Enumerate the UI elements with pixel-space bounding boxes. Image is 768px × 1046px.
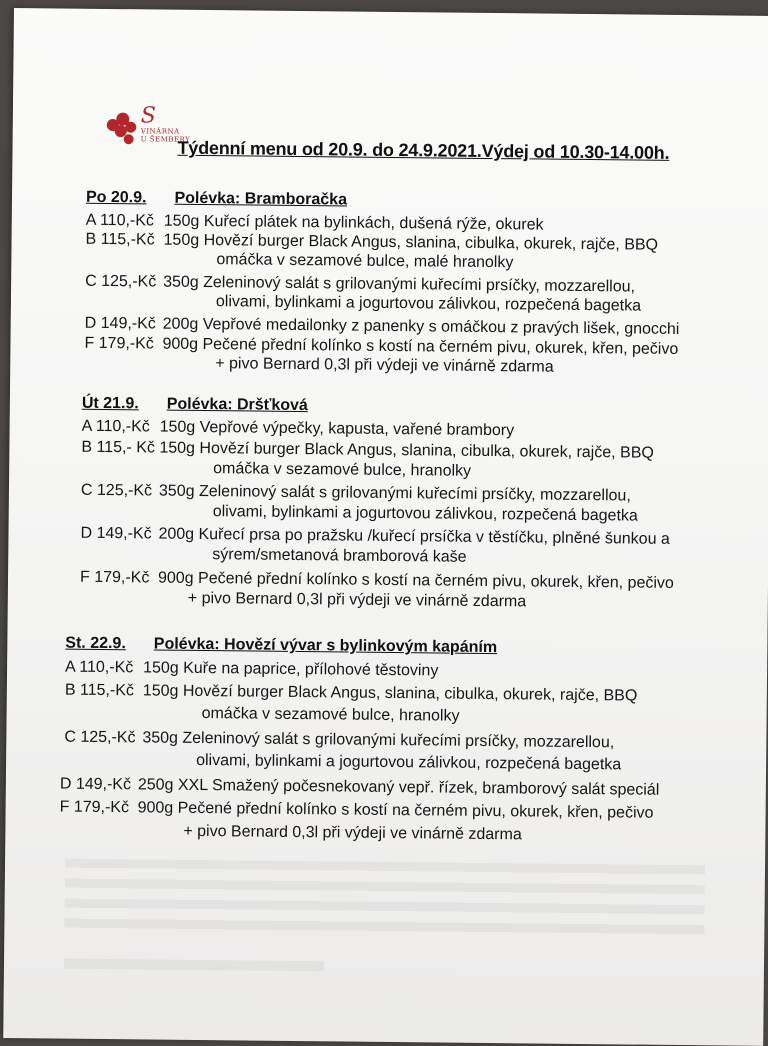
- dish-description: 900g Pečené přední kolínko s kostí na černém pivu, okurek, křen, pečivo: [137, 799, 654, 822]
- menu-item: [65, 659, 438, 681]
- price-code: B 115,- Kč: [81, 438, 156, 457]
- dish-description: 350g Zeleninový salát s grilovanými kuřecími prsíčky, mozzarellou,: [158, 482, 631, 505]
- day-label: Po 20.9.: [85, 188, 147, 207]
- dish-description: 250g XXL Smažený počesnekovaný vepř. řízek, bramborový salát speciál: [137, 776, 660, 799]
- dish-description: 900g Pečené přední kolínko s kostí na černém pivu, okurek, křen, pečivo: [157, 569, 674, 592]
- logo-line-1: VINÁRNA: [140, 127, 180, 136]
- dish-description-continued: omáčka v sezamové bulce, hranolky: [201, 705, 460, 725]
- price-code: B 115,-Kč: [85, 230, 155, 249]
- day-header-monday: [86, 189, 347, 210]
- price-code: D 149,-Kč: [59, 775, 132, 794]
- dish-description-continued: omáčka v sezamové bulce, malé hranolky: [216, 251, 514, 272]
- soup-label: Polévka: Hovězí vývar s bylinkovým kapáním: [153, 635, 498, 657]
- dish-description: 150g Kuřecí plátek na bylinkách, dušená rýže, okurek: [163, 212, 544, 234]
- price-code: A 110,-Kč: [85, 211, 155, 230]
- menu-item: [85, 273, 635, 297]
- price-code: F 179,-Kč: [84, 334, 154, 353]
- day-label: St. 22.9.: [65, 634, 126, 653]
- menu-sheet: [3, 8, 768, 1046]
- dish-description-continued: olivami, bylinkami a jogurtovou zálivkou, rozpečená bagetka: [215, 293, 642, 315]
- dish-description: 200g Kuřecí prsa po pražsku /kuřecí prsíčka v těstíčku, plněné šunkou a: [158, 525, 670, 548]
- price-code: D 149,-Kč: [80, 524, 152, 543]
- price-code: C 125,-Kč: [64, 728, 136, 747]
- price-code: A 110,-Kč: [65, 658, 134, 677]
- page-title: Týdenní menu od 20.9. do 24.9.2021.Výdej od 10.30-14.00h.: [177, 137, 670, 163]
- bleed-through-texture: [64, 959, 324, 972]
- menu-item: [85, 231, 658, 255]
- dish-description-continued: olivami, bylinkami a jogurtovou zálivkou, rozpečená bagetka: [196, 751, 622, 774]
- dish-description-continued: sýrem/smetanová bramborová kaše: [212, 546, 467, 566]
- price-code: D 149,-Kč: [84, 314, 156, 333]
- dish-description: 200g Vepřové medailonky z panenky s omáčkou z pravých lišek, gnocchi: [162, 315, 680, 338]
- dish-description-continued: + pivo Bernard 0,3l při výdeji ve vinárně zdarma: [187, 589, 527, 611]
- menu-item: [64, 729, 614, 753]
- dish-description: 900g Pečené přední kolínko s kostí na černém pivu, okurek, křen, pečivo: [162, 335, 679, 358]
- day-label: Út 21.9.: [81, 394, 139, 413]
- dish-description: 350g Zeleninový salát s grilovanými kuřecími prsíčky, mozzarellou,: [163, 273, 636, 296]
- menu-item: [82, 418, 515, 441]
- menu-item: [80, 525, 670, 549]
- price-code: B 115,-Kč: [64, 681, 135, 700]
- menu-item: [60, 799, 654, 823]
- price-code: F 179,-Kč: [59, 798, 130, 817]
- soup-label: Polévka: Dršťková: [166, 395, 308, 415]
- dish-description-continued: omáčka v sezamové bulce, hranolky: [213, 460, 472, 480]
- menu-item: [80, 569, 674, 593]
- dish-description: 150g Vepřové výpečky, kapusta, vařené brambory: [159, 418, 515, 440]
- dish-description-continued: + pivo Bernard 0,3l při výdeji ve vinárně zdarma: [215, 355, 554, 376]
- menu-item: [60, 776, 660, 800]
- bleed-through-texture: [64, 859, 705, 936]
- dish-description: 150g Kuře na paprice, přílohové těstoviny: [143, 659, 439, 680]
- dish-description: 150g Hovězí burger Black Angus, slanina, cibulka, okurek, rajče, BBQ: [159, 439, 654, 462]
- soup-label: Polévka: Bramboračka: [174, 189, 348, 209]
- day-header-tuesday: [82, 395, 308, 415]
- dish-description: 150g Hovězí burger Black Angus, slanina, cibulka, okurek, rajče, BBQ: [142, 682, 638, 705]
- price-code: F 179,-Kč: [79, 568, 150, 587]
- dish-description: 350g Zeleninový salát s grilovanými kuřecími prsíčky, mozzarellou,: [142, 729, 615, 752]
- menu-item: [81, 439, 654, 463]
- price-code: C 125,-Kč: [85, 272, 157, 291]
- menu-item: [65, 682, 638, 706]
- logo-letter: S: [140, 103, 157, 129]
- menu-item: [84, 335, 678, 359]
- day-header-wednesday: [65, 635, 497, 658]
- price-code: C 125,-Kč: [80, 481, 153, 500]
- price-code: A 110,-Kč: [81, 417, 150, 436]
- menu-item: [81, 482, 631, 506]
- logo-line-2: U ŠEMBERY: [140, 135, 191, 144]
- dish-description: 150g Hovězí burger Black Angus, slanina, cibulka, okurek, rajče, BBQ: [163, 231, 659, 254]
- dish-description-continued: + pivo Bernard 0,3l při výdeji ve vinárně zdarma: [183, 822, 522, 844]
- dish-description-continued: olivami, bylinkami a jogurtovou zálivkou, rozpečená bagetka: [212, 503, 638, 525]
